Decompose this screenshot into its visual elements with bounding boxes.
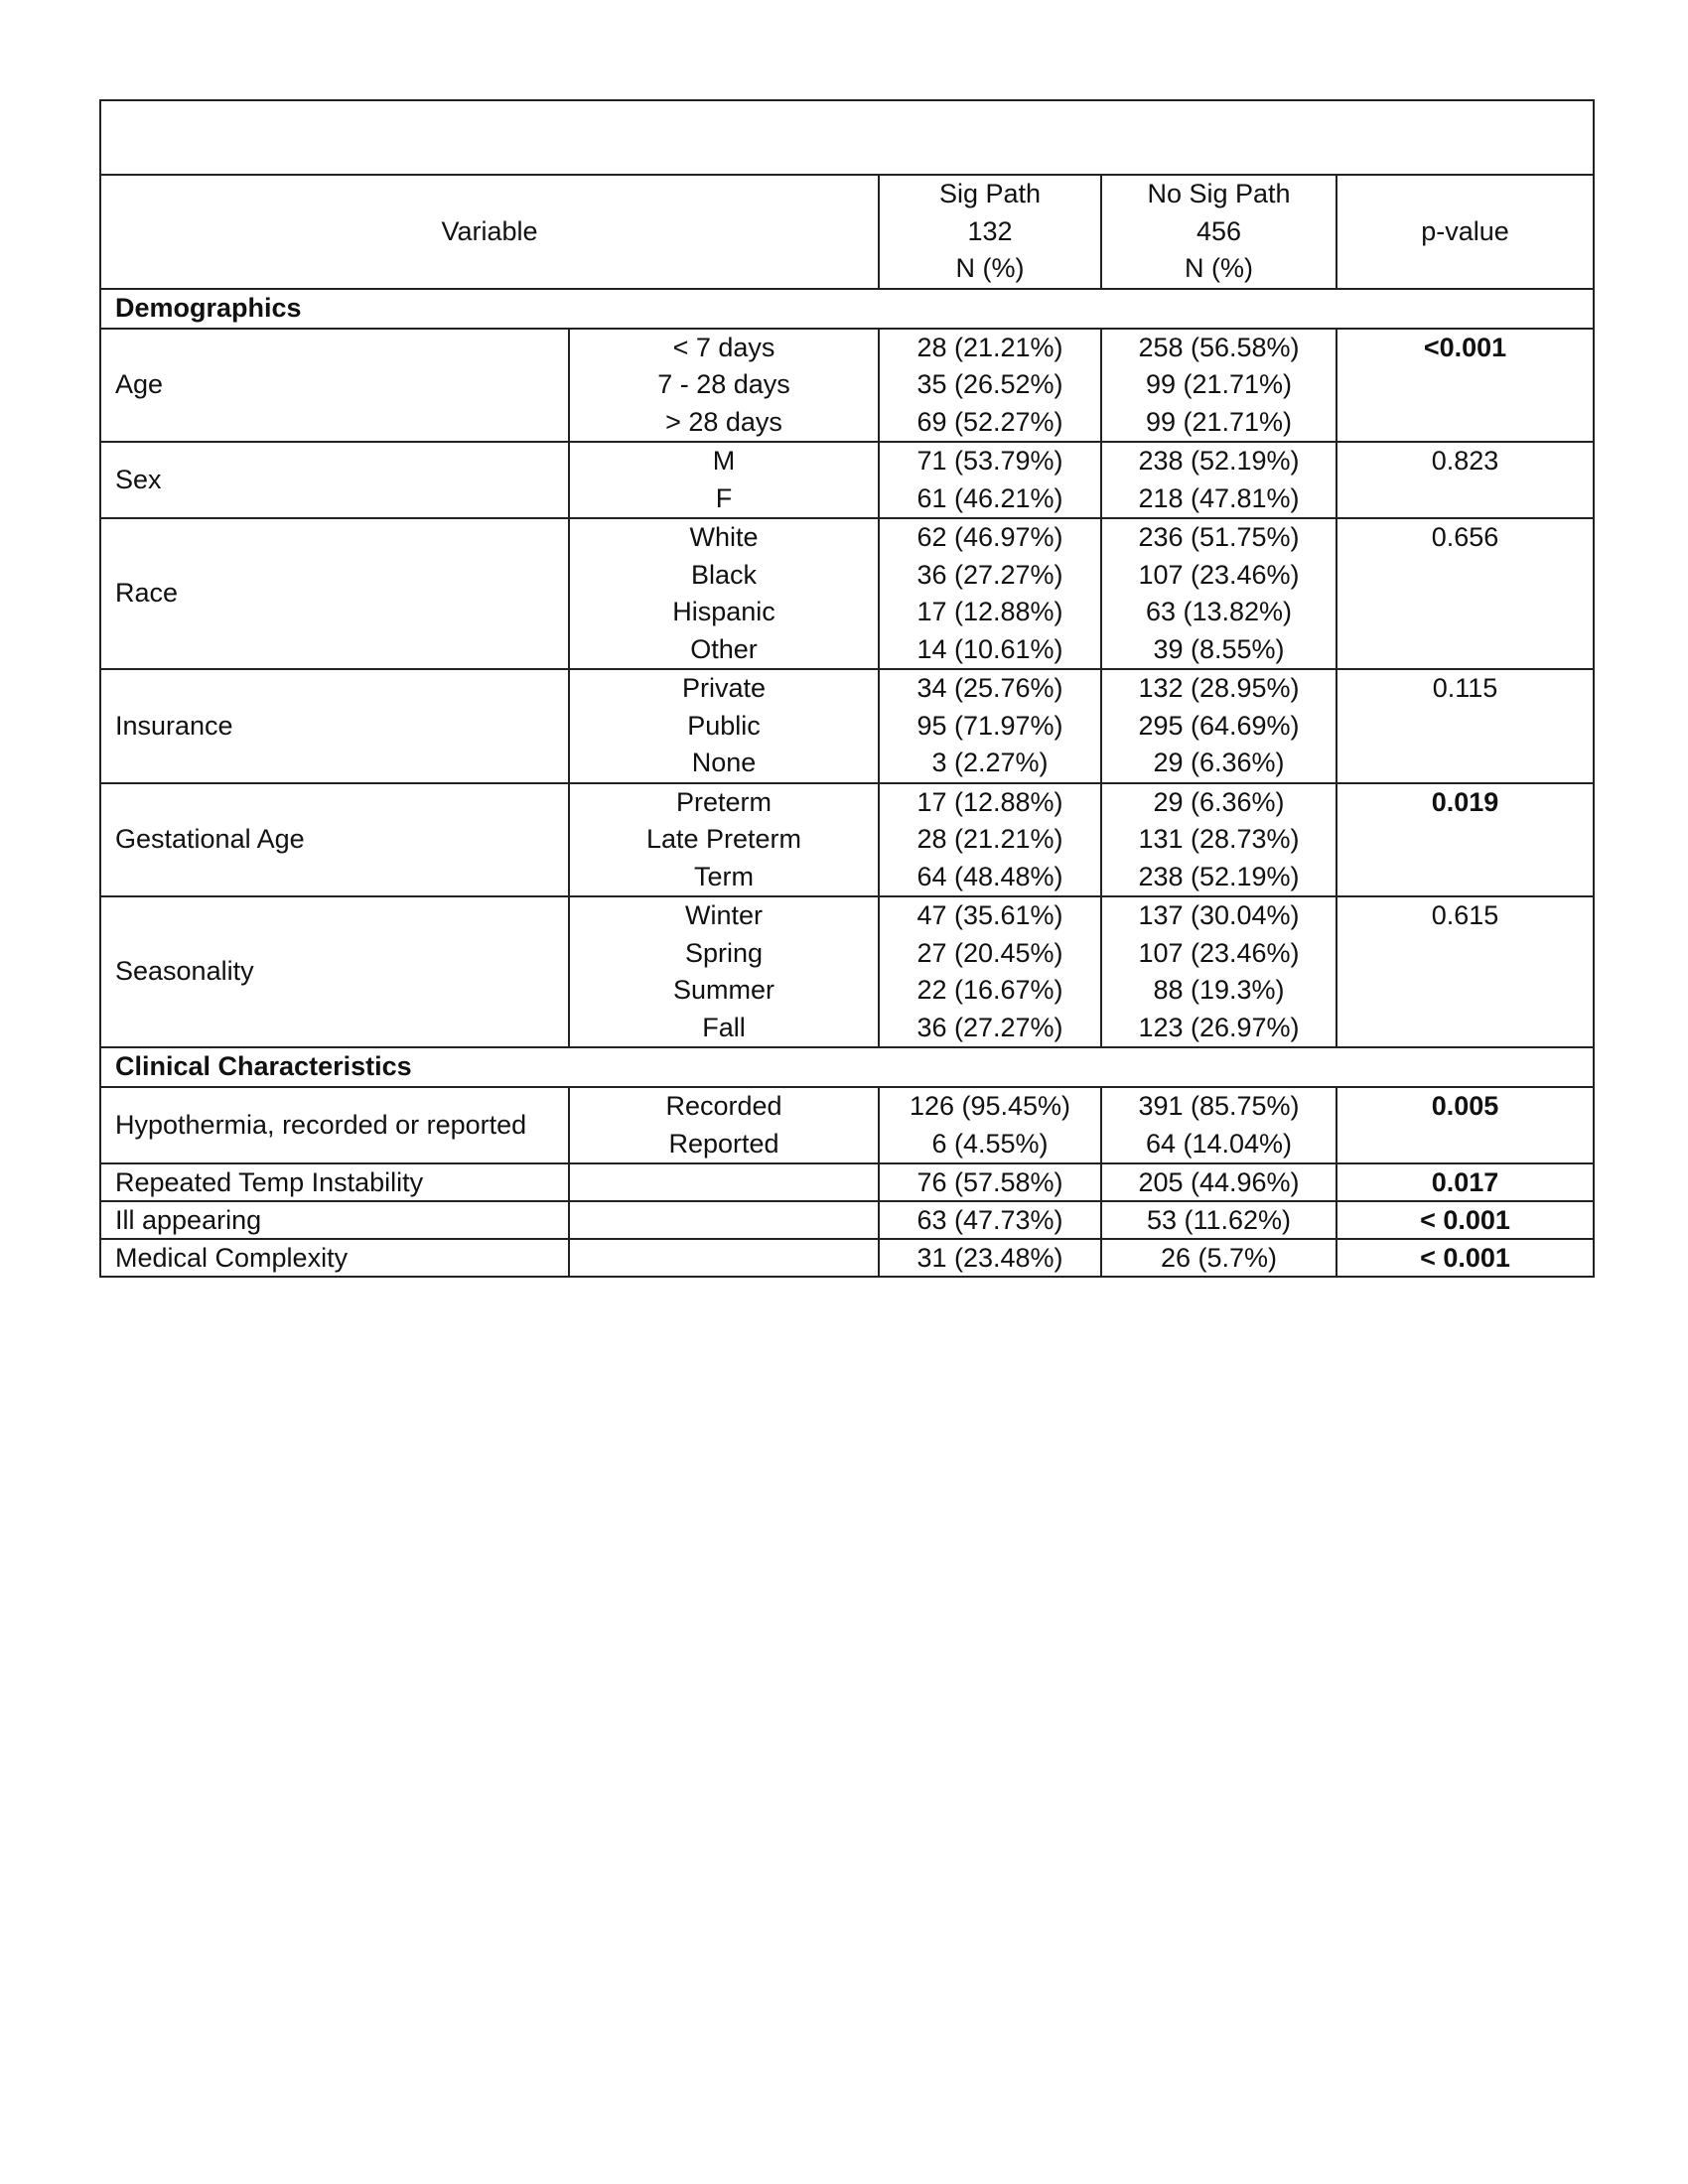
level-cell-line: F bbox=[715, 482, 733, 513]
sig-path-cell-line: 34 (25.76%) bbox=[916, 673, 1063, 703]
level-cell-line: Other bbox=[690, 633, 758, 664]
variable-cell: Hypothermia, recorded or reported bbox=[100, 1087, 569, 1163]
section-title: Clinical Characteristics bbox=[100, 1047, 1594, 1087]
sig-path-cell-line: 76 (57.58%) bbox=[916, 1167, 1063, 1197]
p-value-cell: <0.001 bbox=[1336, 329, 1594, 443]
no-sig-path-cell-line: 205 (44.96%) bbox=[1138, 1167, 1300, 1197]
table-row bbox=[100, 669, 1594, 783]
variable-cell: Race bbox=[100, 518, 569, 669]
section-header-row bbox=[100, 289, 1594, 329]
table-row bbox=[100, 1201, 1594, 1239]
sig-path-cell bbox=[879, 669, 1101, 783]
p-value-cell: 0.019 bbox=[1336, 783, 1594, 897]
level-cell-line: Black bbox=[690, 559, 758, 590]
p-value-cell: 0.115 bbox=[1336, 669, 1594, 783]
no-sig-path-cell bbox=[1101, 1201, 1336, 1239]
sig-path-cell bbox=[879, 329, 1101, 443]
header-no-sig-path-unit: N (%) bbox=[1185, 253, 1253, 283]
level-cell bbox=[569, 442, 879, 518]
sig-path-cell bbox=[879, 1163, 1101, 1201]
sig-path-cell-line: 22 (16.67%) bbox=[916, 975, 1063, 1005]
level-cell bbox=[569, 518, 879, 669]
level-cell-line: Late Preterm bbox=[645, 824, 802, 854]
no-sig-path-cell-line: 39 (8.55%) bbox=[1153, 633, 1285, 664]
header-no-sig-path-name: No Sig Path bbox=[1147, 179, 1291, 208]
header-no-sig-path bbox=[1101, 175, 1336, 289]
level-cell bbox=[569, 783, 879, 897]
no-sig-path-cell bbox=[1101, 518, 1336, 669]
variable-cell: Sex bbox=[100, 442, 569, 518]
table-row bbox=[100, 1239, 1594, 1277]
p-value-cell: 0.615 bbox=[1336, 896, 1594, 1047]
results-table-body bbox=[100, 100, 1594, 1277]
no-sig-path-cell bbox=[1101, 442, 1336, 518]
variable-cell: Gestational Age bbox=[100, 783, 569, 897]
no-sig-path-cell-line: 99 (21.71%) bbox=[1145, 406, 1293, 437]
no-sig-path-cell bbox=[1101, 669, 1336, 783]
sig-path-cell-line: 126 (95.45%) bbox=[909, 1091, 1071, 1121]
sig-path-cell-line: 17 (12.88%) bbox=[916, 786, 1063, 817]
sig-path-cell-line: 64 (48.48%) bbox=[916, 861, 1063, 891]
no-sig-path-cell-line: 107 (23.46%) bbox=[1138, 937, 1300, 968]
p-value-cell: 0.656 bbox=[1336, 518, 1594, 669]
no-sig-path-cell-line: 63 (13.82%) bbox=[1145, 597, 1293, 626]
level-cell bbox=[569, 896, 879, 1047]
no-sig-path-cell bbox=[1101, 1239, 1336, 1277]
sig-path-cell bbox=[879, 442, 1101, 518]
sig-path-cell-line: 95 (71.97%) bbox=[916, 710, 1063, 741]
variable-cell: Ill appearing bbox=[100, 1201, 569, 1239]
level-cell-line: Winter bbox=[684, 900, 763, 930]
p-value-cell: 0.017 bbox=[1336, 1163, 1594, 1201]
sig-path-cell-line: 63 (47.73%) bbox=[916, 1205, 1063, 1235]
no-sig-path-cell-line: 29 (6.36%) bbox=[1153, 786, 1285, 817]
level-cell-line: Private bbox=[681, 673, 767, 703]
no-sig-path-cell-line: 137 (30.04%) bbox=[1138, 900, 1300, 930]
header-no-sig-path-n: 456 bbox=[1196, 215, 1242, 246]
table-header-row bbox=[100, 175, 1594, 289]
level-cell-line: > 28 days bbox=[665, 406, 782, 437]
table-row bbox=[100, 518, 1594, 669]
sig-path-cell-line: 28 (21.21%) bbox=[916, 332, 1063, 362]
variable-cell: Seasonality bbox=[100, 896, 569, 1047]
no-sig-path-cell-line: 107 (23.46%) bbox=[1138, 559, 1300, 590]
level-cell-line: Fall bbox=[702, 1012, 746, 1042]
no-sig-path-cell bbox=[1101, 783, 1336, 897]
table-title-row bbox=[100, 100, 1594, 175]
no-sig-path-cell-line: 123 (26.97%) bbox=[1138, 1012, 1300, 1042]
level-cell-line: Summer bbox=[672, 975, 774, 1005]
variable-cell: Repeated Temp Instability bbox=[100, 1163, 569, 1201]
sig-path-cell-line: 3 (2.27%) bbox=[931, 748, 1049, 777]
variable-cell: Insurance bbox=[100, 669, 569, 783]
no-sig-path-cell-line: 29 (6.36%) bbox=[1153, 748, 1285, 777]
variable-cell: Age bbox=[100, 329, 569, 443]
header-variable: Variable bbox=[100, 175, 879, 289]
sig-path-cell-line: 35 (26.52%) bbox=[916, 369, 1063, 399]
sig-path-cell-line: 31 (23.48%) bbox=[916, 1243, 1063, 1273]
level-cell bbox=[569, 1239, 879, 1277]
sig-path-cell bbox=[879, 1201, 1101, 1239]
header-sig-path bbox=[879, 175, 1101, 289]
no-sig-path-cell-line: 391 (85.75%) bbox=[1138, 1091, 1300, 1121]
no-sig-path-cell-line: 64 (14.04%) bbox=[1145, 1128, 1293, 1159]
table-row bbox=[100, 442, 1594, 518]
table-row bbox=[100, 783, 1594, 897]
sig-path-cell-line: 47 (35.61%) bbox=[916, 900, 1063, 930]
sig-path-cell bbox=[879, 1239, 1101, 1277]
level-cell bbox=[569, 1087, 879, 1163]
no-sig-path-cell-line: 53 (11.62%) bbox=[1146, 1205, 1292, 1235]
sig-path-cell-line: 61 (46.21%) bbox=[916, 482, 1063, 513]
level-cell bbox=[569, 1201, 879, 1239]
p-value-cell: < 0.001 bbox=[1336, 1201, 1594, 1239]
sig-path-cell-line: 17 (12.88%) bbox=[916, 597, 1063, 626]
table-title bbox=[100, 100, 1594, 175]
level-cell-line: Recorded bbox=[665, 1091, 782, 1121]
sig-path-cell-line: 28 (21.21%) bbox=[916, 824, 1063, 854]
sig-path-cell bbox=[879, 896, 1101, 1047]
no-sig-path-cell-line: 218 (47.81%) bbox=[1138, 482, 1300, 513]
no-sig-path-cell-line: 88 (19.3%) bbox=[1153, 975, 1285, 1005]
no-sig-path-cell-line: 238 (52.19%) bbox=[1138, 446, 1300, 476]
sig-path-cell-line: 36 (27.27%) bbox=[916, 1012, 1063, 1042]
level-cell-line: Term bbox=[694, 861, 754, 891]
no-sig-path-cell-line: 132 (28.95%) bbox=[1138, 673, 1300, 703]
sig-path-cell-line: 36 (27.27%) bbox=[916, 559, 1063, 590]
results-table bbox=[99, 99, 1595, 1278]
level-cell-line: White bbox=[689, 522, 759, 552]
variable-cell: Medical Complexity bbox=[100, 1239, 569, 1277]
no-sig-path-cell-line: 26 (5.7%) bbox=[1160, 1243, 1278, 1273]
no-sig-path-cell-line: 295 (64.69%) bbox=[1138, 710, 1300, 741]
sig-path-cell bbox=[879, 1087, 1101, 1163]
section-title: Demographics bbox=[100, 289, 1594, 329]
sig-path-cell-line: 71 (53.79%) bbox=[916, 446, 1063, 476]
table-row bbox=[100, 1087, 1594, 1163]
table-row bbox=[100, 1163, 1594, 1201]
level-cell bbox=[569, 329, 879, 443]
sig-path-cell-line: 6 (4.55%) bbox=[931, 1128, 1049, 1159]
sig-path-cell-line: 27 (20.45%) bbox=[916, 937, 1063, 968]
level-cell bbox=[569, 1163, 879, 1201]
level-cell-line: None bbox=[691, 748, 757, 777]
p-value-cell: 0.823 bbox=[1336, 442, 1594, 518]
header-sig-path-name: Sig Path bbox=[938, 179, 1042, 208]
sig-path-cell-line: 14 (10.61%) bbox=[916, 633, 1063, 664]
table-row bbox=[100, 329, 1594, 443]
level-cell-line: < 7 days bbox=[672, 332, 775, 362]
no-sig-path-cell-line: 258 (56.58%) bbox=[1138, 332, 1300, 362]
header-sig-path-n: 132 bbox=[967, 215, 1013, 246]
p-value-cell: 0.005 bbox=[1336, 1087, 1594, 1163]
no-sig-path-cell bbox=[1101, 1163, 1336, 1201]
sig-path-cell bbox=[879, 783, 1101, 897]
no-sig-path-cell-line: 236 (51.75%) bbox=[1138, 522, 1300, 552]
section-header-row bbox=[100, 1047, 1594, 1087]
no-sig-path-cell-line: 131 (28.73%) bbox=[1138, 824, 1300, 854]
sig-path-cell-line: 69 (52.27%) bbox=[916, 406, 1063, 437]
table-row bbox=[100, 896, 1594, 1047]
level-cell-line: Preterm bbox=[675, 786, 773, 817]
p-value-cell: < 0.001 bbox=[1336, 1239, 1594, 1277]
no-sig-path-cell-line: 99 (21.71%) bbox=[1145, 369, 1293, 399]
sig-path-cell bbox=[879, 518, 1101, 669]
level-cell-line: Public bbox=[687, 710, 761, 741]
header-p-value: p-value bbox=[1336, 175, 1594, 289]
no-sig-path-cell bbox=[1101, 1087, 1336, 1163]
header-sig-path-unit: N (%) bbox=[955, 253, 1025, 283]
level-cell-line: Hispanic bbox=[672, 597, 775, 626]
level-cell-line: 7 - 28 days bbox=[657, 369, 790, 399]
level-cell-line: Spring bbox=[684, 937, 764, 968]
level-cell-line: M bbox=[712, 446, 736, 476]
level-cell bbox=[569, 669, 879, 783]
no-sig-path-cell bbox=[1101, 896, 1336, 1047]
sig-path-cell-line: 62 (46.97%) bbox=[916, 522, 1063, 552]
no-sig-path-cell-line: 238 (52.19%) bbox=[1138, 861, 1300, 891]
no-sig-path-cell bbox=[1101, 329, 1336, 443]
level-cell-line: Reported bbox=[668, 1128, 779, 1159]
